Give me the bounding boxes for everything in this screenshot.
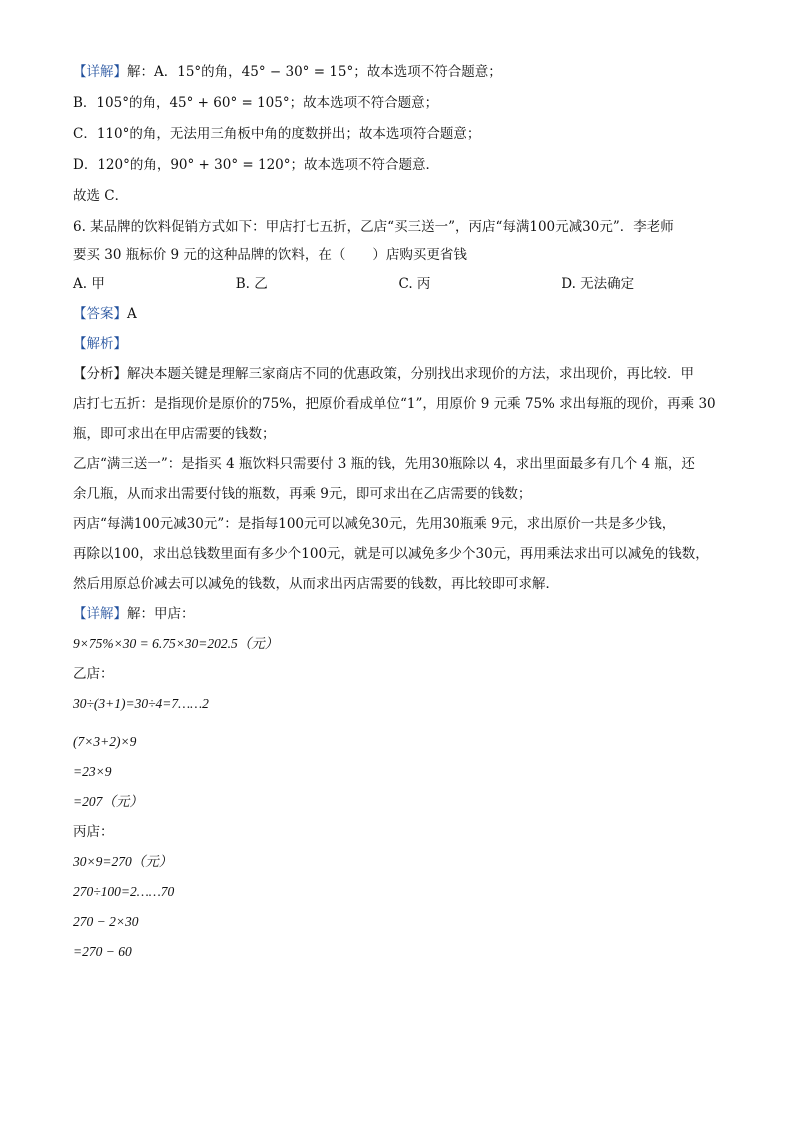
detail-intro-line xyxy=(73,604,724,624)
prev-detail-line-a xyxy=(73,62,724,82)
analysis-p1-l2: 店打七五折：是指现价是原价的75%，把原价看成单位“1”，用原价 9 元乘 75% 求出每瓶的现价，再乘 30 xyxy=(73,396,716,412)
shop-c-calc-4: =270 − 60 xyxy=(73,944,132,959)
answer-line xyxy=(73,304,724,324)
shop-a-calc: 9×75%×30 = 6.75×30=202.5（元） xyxy=(73,636,279,651)
analysis-p1-l1 xyxy=(73,364,724,384)
analysis-p3-l1: 丙店“每满100元减30元”：是指每100元可以减免30元，先用30瓶乘 9元，求出原价一共是多少钱， xyxy=(73,516,676,532)
analysis-p1-l3: 瓶，即可求出在甲店需要的钱数； xyxy=(73,426,276,442)
option-b: B. 乙 xyxy=(235,276,268,292)
prev-line-a-text: 解：A．15°的角，45° − 30° = 15°；故本选项不符合题意； xyxy=(127,64,502,80)
shop-c-calc-3: 270 − 2×30 xyxy=(73,914,139,929)
analysis-p3-l3: 然后用原总价减去可以减免的钱数，从而求出丙店需要的钱数，再比较即可求解． xyxy=(73,576,559,592)
shop-c-calc-1: 30×9=270（元） xyxy=(73,854,173,869)
shop-b-calc-4: =207（元） xyxy=(73,794,143,809)
analysis-p1-l1-text: 解决本题关键是理解三家商店不同的优惠政策，分别找出求现价的方法，求出现价，再比较．甲 xyxy=(127,366,694,382)
prev-detail-line-c: C．110°的角，无法用三角板中角的度数拼出；故本选项符合题意； xyxy=(73,126,481,142)
analysis-heading: 【解析】 xyxy=(73,336,127,352)
prev-detail-line-b: B．105°的角，45° + 60° = 105°；故本选项不符合题意； xyxy=(73,95,439,111)
detail-tag-2: 【详解】 xyxy=(73,606,127,622)
prev-conclusion: 故选 C． xyxy=(73,188,129,204)
shop-b-calc-3: =23×9 xyxy=(73,764,112,779)
analysis-tag: 【分析】 xyxy=(73,366,127,382)
shop-b-calc-2: (7×3+2)×9 xyxy=(73,734,137,749)
option-c: C. 丙 xyxy=(398,276,431,292)
prev-detail-line-d: D．120°的角，90° + 30° = 120°；故本选项不符合题意． xyxy=(73,157,440,173)
shop-b-label: 乙店： xyxy=(73,666,114,682)
analysis-p2-l1: 乙店“满三送一”：是指买 4 瓶饮料只需要付 3 瓶的钱，先用30瓶除以 4，求出里面最多有几个 4 瓶，还 xyxy=(73,456,695,472)
question-stem-line-2: 要买 30 瓶标价 9 元的这种品牌的饮料，在（ ）店购买更省钱 xyxy=(73,247,467,263)
detail-tag: 【详解】 xyxy=(73,64,127,80)
analysis-p3-l2: 再除以100，求出总钱数里面有多少个100元，就是可以减免多少个30元，再用乘法求出可以减免的钱数， xyxy=(73,546,709,562)
answer-tag: 【答案】 xyxy=(73,306,127,322)
analysis-p2-l2: 余几瓶，从而求出需要付钱的瓶数，再乘 9元，即可求出在乙店需要的钱数； xyxy=(73,486,532,502)
shop-c-calc-2: 270÷100=2……70 xyxy=(73,884,175,899)
option-d: D. 无法确定 xyxy=(561,276,635,292)
question-stem-line-1: 6. 某品牌的饮料促销方式如下：甲店打七五折，乙店“买三送一”，丙店“每满100元减30元”．李老师 xyxy=(73,219,674,235)
question-options xyxy=(73,274,724,294)
answer-value: A xyxy=(127,306,137,322)
shop-b-calc-1: 30÷(3+1)=30÷4=7……2 xyxy=(73,696,209,711)
option-a: A. 甲 xyxy=(73,276,105,292)
detail-intro: 解：甲店： xyxy=(127,606,195,622)
shop-c-label: 丙店： xyxy=(73,824,114,840)
